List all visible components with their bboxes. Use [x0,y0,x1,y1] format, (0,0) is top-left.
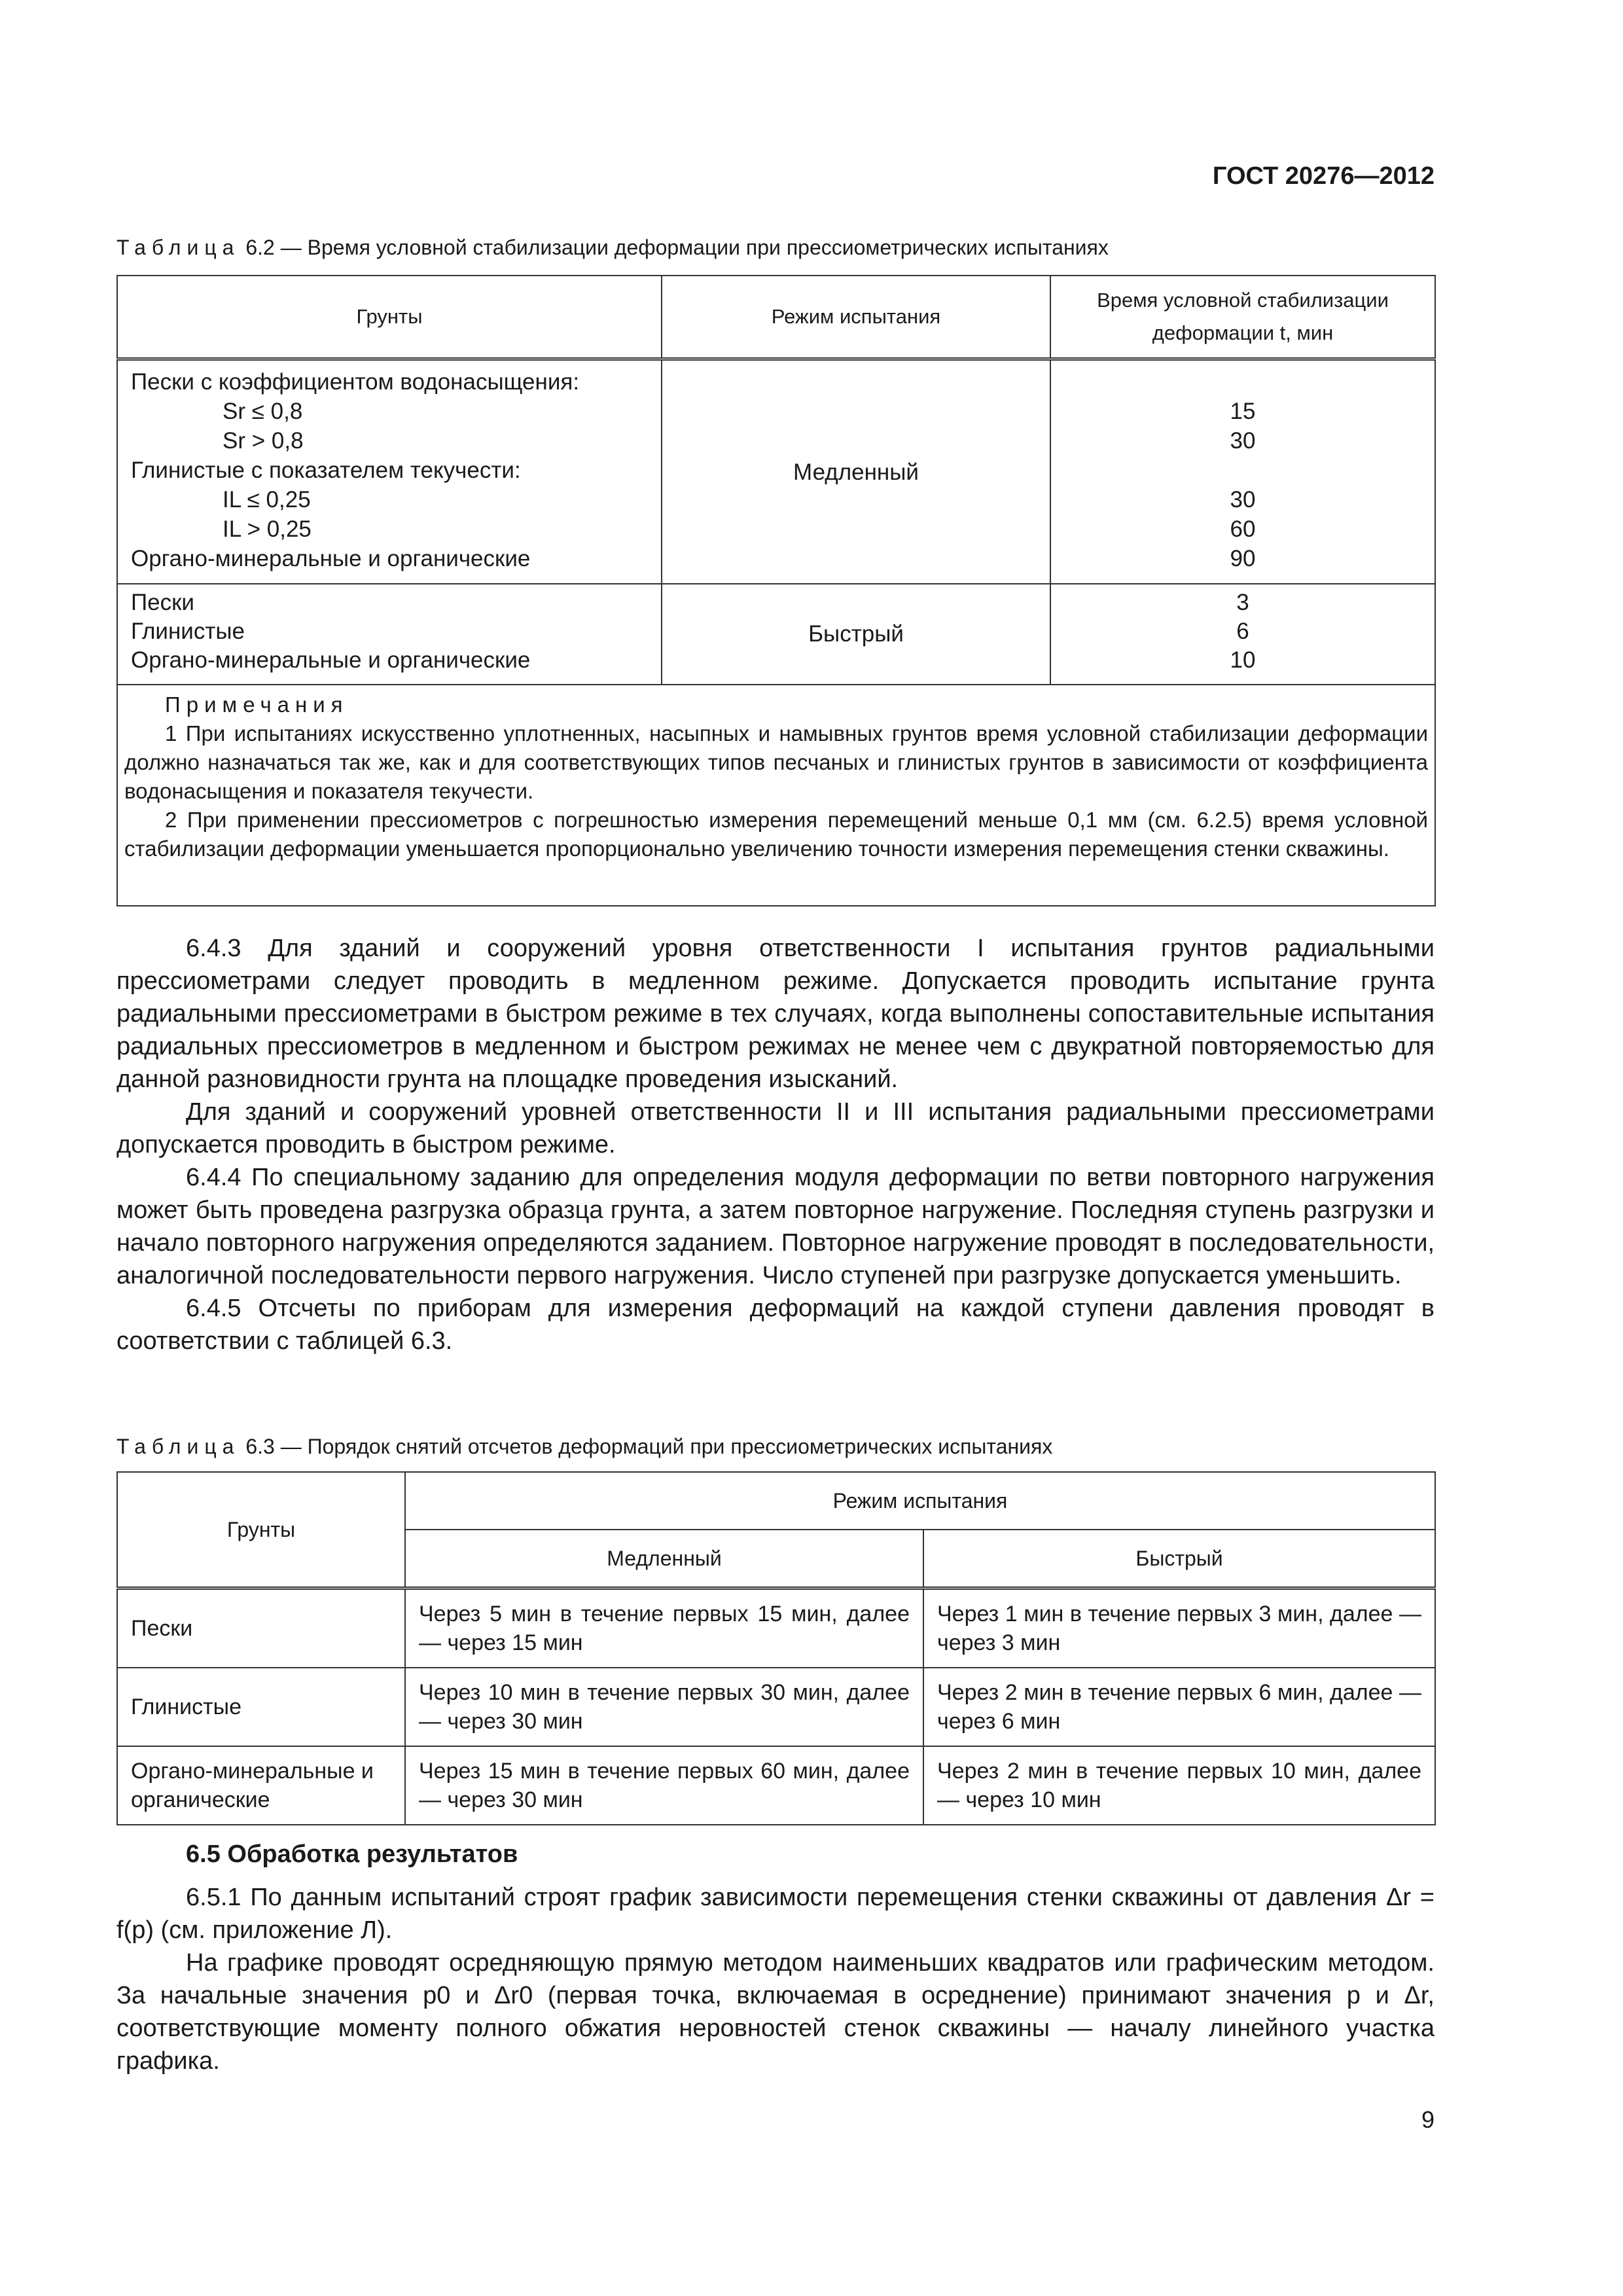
soil-line: Sr > 0,8 [223,428,304,454]
fast-cell: Через 2 мин в течение первых 10 мин, далее — через 10 мин [923,1746,1435,1825]
caption-text: 6.3 — Порядок снятий отсчетов деформаций при прессиометрических испытаниях [240,1435,1053,1458]
standard-designation: ГОСТ 20276—2012 [1212,162,1435,190]
note-1: 1 При испытаниях искусственно уплотненных, насыпных и намывных грунтов время условной стабилизации деформации должно назначаться так же, как и для соответствующих типов песчаных и глинистых грунтов в зависимости от коэффициента водонасыщения и показателя текучести. [124,721,1428,803]
header-mode: Режим испытания [662,276,1050,359]
header-time: Время условной стабилизации деформации t, мин [1050,276,1435,359]
table-6-2 [116,275,1436,906]
table-6-3-caption [116,1435,1052,1459]
note-2: 2 При применении прессиометров с погрешностью измерения перемещений меньше 0,1 мм (см. 6.2.5) время условной стабилизации деформации уменьшается пропорционально увеличению точности измерения перемещения стенки скважины. [124,808,1428,861]
slow-cell: Через 15 мин в течение первых 60 мин, далее — через 30 мин [405,1746,923,1825]
table-row [117,1668,1435,1746]
time-value: 90 [1230,546,1256,571]
time-value: 15 [1230,399,1256,424]
time-value: 30 [1230,487,1256,512]
soil-line: IL > 0,25 [223,516,312,542]
soils-cell [117,584,662,685]
table-6-3 [116,1471,1436,1825]
soil-cell: Органо-минеральные и органические [117,1746,405,1825]
mode-cell: Медленный [662,359,1050,584]
paragraph-6-4-4: 6.4.4 По специальному заданию для определения модуля деформации по ветви повторного нагружения может быть проведена разгрузка образца грунта, а затем повторное нагружение. Последняя ступень разгрузки и начало повторного нагружения определяются заданием. Повторное нагружение проводят в последовательности, аналогичной последовательности первого нагружения. Число ступеней при разгрузке допускается уменьшить. [116,1164,1435,1289]
time-value: 30 [1230,428,1256,454]
notes-cell [117,685,1435,906]
soil-line: Глинистые с показателем текучести: [131,457,521,483]
table-row [117,1588,1435,1668]
notes-row [117,685,1435,906]
table-header-row [117,276,1435,359]
header-soils: Грунты [117,276,662,359]
soil-line: Органо-минеральные и органические [131,647,531,673]
time-value: 3 [1236,590,1249,615]
header-slow: Медленный [405,1530,923,1588]
paragraph-6-4-3: 6.4.3 Для зданий и сооружений уровня ответственности I испытания грунтов радиальными прессиометрами следует проводить в медленном режиме. Допускается проводить испытание грунта радиальными прессиометрами в быстром режиме в тех случаях, когда выполнены сопоставительные испытания радиальных прессиометров в медленном и быстром режимах не менее чем с двукратной повторяемостью для данной разновидности грунта на площадке проведения изысканий. [116,935,1435,1093]
document-page [116,0,1435,2296]
header-mode: Режим испытания [405,1472,1435,1530]
header-soils: Грунты [117,1472,405,1588]
paragraph-6-4-3-b: Для зданий и сооружений уровней ответственности II и III испытания радиальными прессиометрами допускается проводить в быстром режиме. [116,1098,1435,1158]
caption-text: 6.2 — Время условной стабилизации деформации при прессиометрических испытаниях [240,236,1109,259]
mode-cell: Быстрый [662,584,1050,685]
soil-cell: Глинистые [117,1668,405,1746]
section-6-5-text [116,1881,1435,2077]
soil-line: Органо-минеральные и органические [131,546,531,571]
paragraph-6-5-1-b: На графике проводят осредняющую прямую методом наименьших квадратов или графическим методом. За начальные значения p0 и Δr0 (первая точка, включаемая в осреднение) принимают значения p и Δr, соответствующие моменту полного обжатия неровностей стенок скважины — началу линейного участка графика. [116,1949,1435,2075]
time-value: 6 [1236,619,1249,644]
soil-line: Пески с коэффициентом водонасыщения: [131,369,580,395]
section-6-4-text [116,932,1435,1357]
table-row [117,1746,1435,1825]
slow-cell: Через 10 мин в течение первых 30 мин, далее — через 30 мин [405,1668,923,1746]
table-header-row [117,1472,1435,1530]
page-number: 9 [1421,2106,1435,2133]
time-cell [1050,584,1435,685]
table-6-2-caption [116,236,1109,260]
soil-line: Sr ≤ 0,8 [223,399,303,424]
section-6-5-heading: 6.5 Обработка результатов [186,1840,518,1868]
fast-cell: Через 1 мин в течение первых 3 мин, далее — через 3 мин [923,1588,1435,1668]
slow-cell: Через 5 мин в течение первых 15 мин, далее — через 15 мин [405,1588,923,1668]
header-fast: Быстрый [923,1530,1435,1588]
table-row [117,584,1435,685]
soil-line: Глинистые [131,619,245,644]
caption-label: Таблица [116,236,240,259]
time-value: 10 [1230,647,1256,673]
time-cell [1050,359,1435,584]
paragraph-6-4-5: 6.4.5 Отсчеты по приборам для измерения деформаций на каждой ступени давления проводят в соответствии с таблицей 6.3. [116,1295,1435,1355]
soil-cell: Пески [117,1588,405,1668]
soil-line: Пески [131,590,194,615]
table-row [117,359,1435,584]
notes-label: Примечания [165,692,349,717]
paragraph-6-5-1: 6.5.1 По данным испытаний строят график зависимости перемещения стенки скважины от давления Δr = f(p) (см. приложение Л). [116,1884,1435,1944]
fast-cell: Через 2 мин в течение первых 6 мин, далее — через 6 мин [923,1668,1435,1746]
caption-label: Таблица [116,1435,240,1458]
soil-line: IL ≤ 0,25 [223,487,311,512]
soils-cell [117,359,662,584]
time-value: 60 [1230,516,1256,542]
